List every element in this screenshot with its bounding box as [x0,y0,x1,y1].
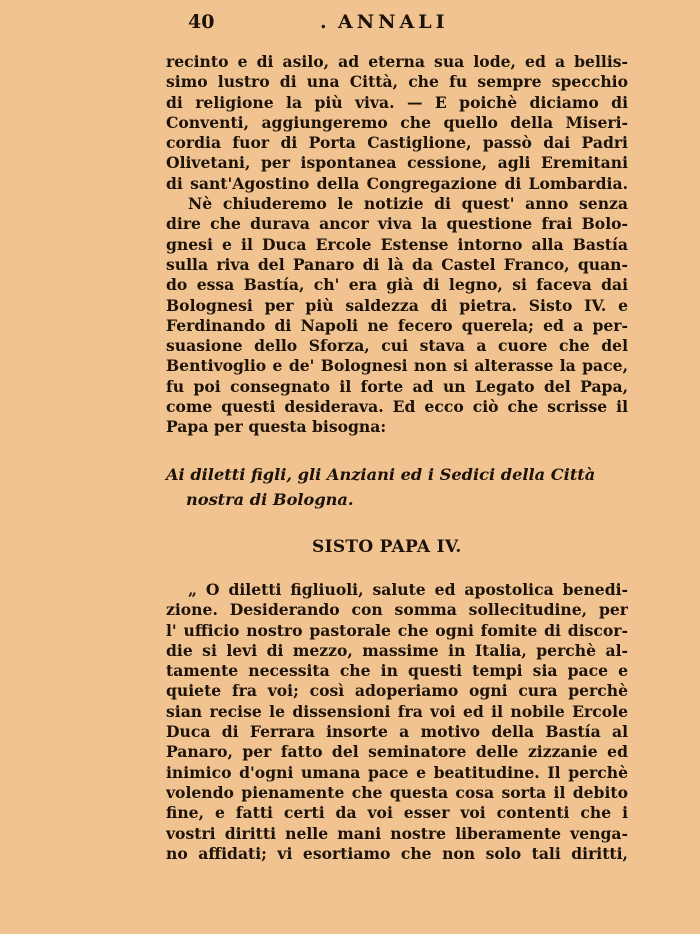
letter-body [166,580,628,864]
page-number: 40 [188,11,215,33]
text-line: cordia fuor di Porta Castiglione, passò dai Padri [166,133,628,153]
text-line: fine, e fatti certi da voi esser voi contenti che i [166,803,628,823]
text-line: no affidati; vi esortiamo che non solo tali diritti, [166,843,628,863]
text-line: gnesi e il Duca Ercole Estense intorno alla Bastía [166,234,628,254]
text-line: Papa per questa bisogna: [166,417,387,437]
text-line: Conventi, aggiungeremo che quello della Miseri- [166,112,628,132]
text-line: Olivetani, per ispontanea cessione, agli Eremitani [166,153,628,173]
text-line: sian recise le dissensioni fra voi ed il nobile Ercole [166,701,628,721]
address-line: nostra di Bologna. [186,490,354,509]
page-header [188,10,488,34]
text-line: di religione la più viva. — E poichè diciamo di [166,92,628,112]
address-line: Ai diletti figli, gli Anziani ed i Sedici della Città [166,465,596,484]
letter-address [166,462,636,512]
text-line: die si levi di mezzo, massime in Italia, perchè al- [166,640,628,660]
body-paragraphs [166,52,628,438]
text-line: Bentivoglio e de' Bolognesi non si alterasse la pace, [166,356,628,376]
text-line: sulla riva del Panaro di là da Castel Franco, quan- [166,254,628,274]
text-line: dire che durava ancor viva la questione frai Bolo- [166,214,628,234]
text-line: l' ufficio nostro pastorale che ogni fomite di discor- [166,620,628,640]
text-line: di sant'Agostino della Congregazione di Lombardia. [166,173,628,193]
text-line: volendo pienamente che questa cosa sorta il debito [166,782,628,802]
text-line: do essa Bastía, ch' era già di legno, si faceva dai [166,275,628,295]
text-line: quiete fra voi; così adoperiamo ogni cura perchè [166,681,628,701]
text-line: „ O diletti figliuoli, salute ed apostolica benedi- [188,580,628,599]
text-line: recinto e di asilo, ad eterna sua lode, ed a bellis- [166,52,628,71]
text-line: vostri diritti nelle mani nostre liberamente venga- [166,823,628,843]
text-line: come questi desiderava. Ed ecco ciò che scrisse il [166,397,628,417]
text-line: Panaro, per fatto del seminatore delle zizzanie ed [166,742,628,762]
text-line: simo lustro di una Città, che fu sempre specchio [166,72,628,92]
text-line: zione. Desiderando con somma sollecitudine, per [166,600,628,620]
text-line: Duca di Ferrara insorte a motivo della Bastía al [166,722,628,742]
section-heading: SISTO PAPA IV. [312,537,462,557]
text-line: Nè chiuderemo le notizie di quest' anno senza [188,194,628,214]
running-title: . ANNALI [338,10,448,34]
text-line: fu poi consegnato il forte ad un Legato del Papa, [166,376,628,396]
text-line: suasione dello Sforza, cui stava a cuore che del [166,336,628,356]
text-line: inimico d'ogni umana pace e beatitudine. Il perchè [166,762,628,782]
text-line: tamente necessita che in questi tempi sia pace e [166,661,628,681]
text-line: Bolognesi per più saldezza di pietra. Sisto IV. e [166,295,628,315]
text-line: Ferdinando di Napoli ne fecero querela; ed a per- [166,315,628,335]
